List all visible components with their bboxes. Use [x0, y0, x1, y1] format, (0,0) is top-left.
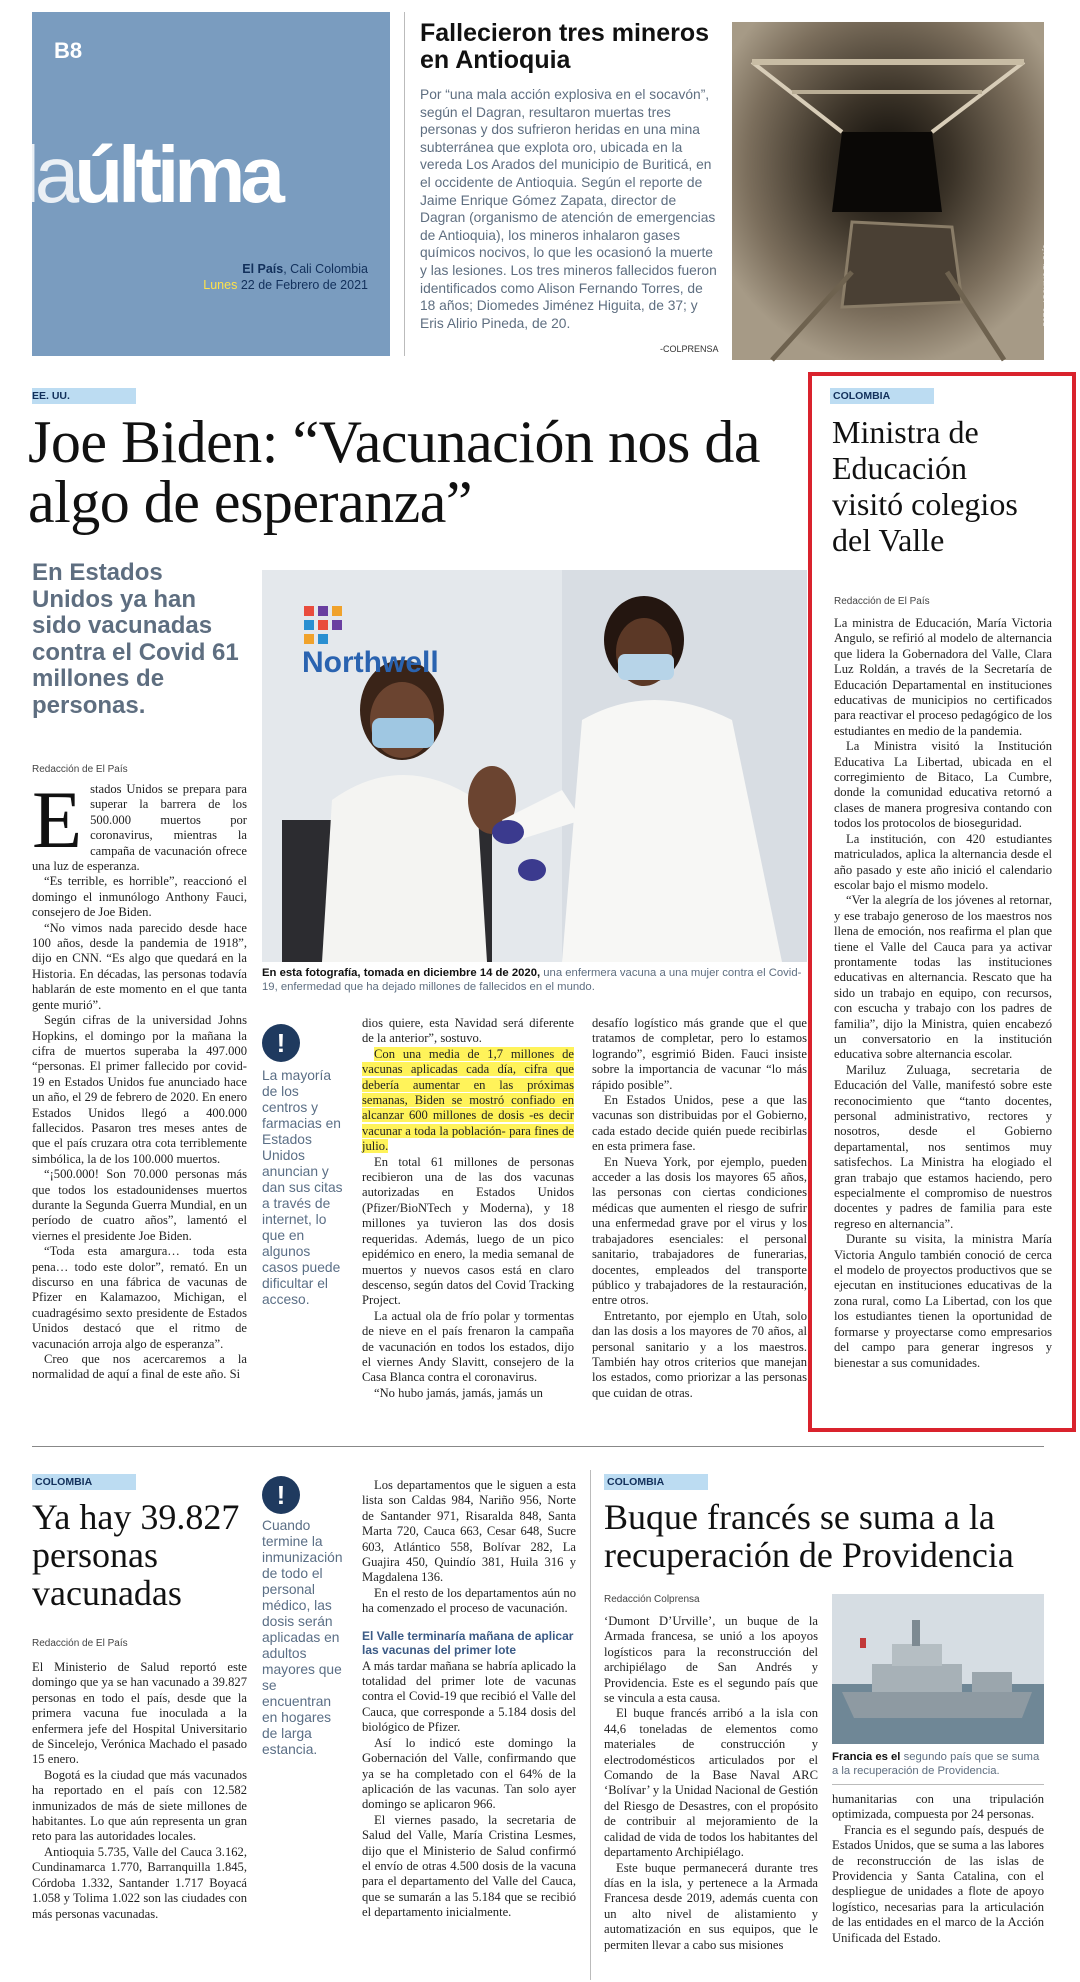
buque-column-2: humanitarias con una tripulación optimizada, compuesta por 24 personas. Francia es el segundo país, después de Estados Unidos, que se suma a las labores de reconstrucción de las islas de Providencia y Santa Catalina, con el despliegue de unidades a flote de apoyo logístico, necesarias para la articulación de las entidades en el marco de la Acción Unificada del Estado.	[832, 1792, 1044, 1945]
photo-credit: FOTO: ARCHIVO EL PAÍS	[1043, 244, 1051, 327]
divider	[404, 12, 405, 356]
divider	[590, 1470, 591, 1980]
vacunadas-headline: Ya hay 39.827 personas vacunadas	[32, 1497, 240, 1613]
ship-photo	[832, 1594, 1055, 1744]
photo-wall-sign: Northwell	[302, 646, 439, 679]
byline: Redacción de El País	[834, 596, 930, 607]
masthead-city: El País, Cali Colombia	[242, 262, 368, 276]
byline: Redacción Colprensa	[604, 1594, 700, 1605]
dropcap: E	[32, 774, 83, 865]
highlighted-paragraph: Con una media de 1,7 millones de vacunas aplicadas cada día, cifra que debería aumentar en las próximas semanas, Biden se mostró confiado en alcanzar 600 millones de dosis -es decir vacunar a toda la población- para fines de julio.	[362, 1046, 574, 1154]
section-tag: COLOMBIA	[604, 1474, 708, 1490]
divider	[32, 1446, 1044, 1447]
subheading: El Valle terminaría mañana de aplicar las vacunas del primer lote	[362, 1628, 574, 1657]
biden-deck: En Estados Unidos ya han sido vacunadas contra el Covid 61 millones de personas.	[32, 559, 239, 719]
divider	[832, 1784, 1044, 1785]
vacunadas-column-1: El Ministerio de Salud reportó este domingo que ya se han vacunado a 39.827 personas en todo el país, desde que la primera vacuna fue inoculada a la enfermera jefe del Hospital Universitario de Sincelejo, Verónica Machado el pasado 15 enero. Bogotá es la ciudad que más vacunados ha reportado en el país con 12.582 inmunizados de más de siete millones de habitantes. Lo que aún representa un gran reto para las autoridades locales. Antioquia 5.735, Valle del Cauca 3.162, Cundinamarca 1.770, Barranquilla 1.845, Córdoba 1.332, Santander 1.717 Boyacá 1.058 y Tolima 1.022 son las ciudades con más personas vacunadas.	[32, 1660, 247, 1921]
exclamation-icon: !	[262, 1476, 300, 1514]
page-code: B8	[54, 38, 83, 63]
miners-headline: Fallecieron tres mineros en Antioquia	[420, 19, 710, 74]
ministra-headline: Ministra de Educación visitó colegios del Valle	[832, 414, 1018, 558]
photo-credit: FOTO: COLPRENSA / EL PAÍS	[1047, 1606, 1055, 1705]
section-logo-ultima: última	[74, 130, 280, 219]
section-logo-la: la	[22, 130, 75, 219]
sidebar-note: La mayoría de los centros y farmacias en Estados Unidos anuncian y dan sus citas a través de internet, lo que en algunos casos puede dificultar el acceso.	[262, 1068, 343, 1307]
biden-column-4: desafío logístico más grande que el que tratamos de completar, pero lo estamos logrando”, esgrimió Biden. Fauci insiste sobre la importancia de vacunar “lo más rápido posible”. En Estados Unidos, pese a que las vacunas son distribuidas por el Gobierno, cada estado decide quién puede recibirlas en esta primera fase. En Nueva York, por ejemplo, pueden acceder a las dosis los mayores 65 años, las personas con ciertas condiciones médicas que aumenten el riesgo de sufrir una enfermedad grave por el virus y los trabajadores esenciales: el personal sanitario, trabajadores de funerarias, docentes, empleados del transporte público y trabajadores de la restauración, entre otros. Entretanto, por ejemplo en Utah, solo dan las dosis a los mayores de 70 años, al personal sanitario y a los maestros. También hay otros criterios que manejan los estados, como priorizar a las personas que cuidan de otras.	[592, 1016, 807, 1400]
photo-caption: Francia es el segundo país que se suma a la recuperación de Providencia.	[832, 1751, 1040, 1777]
masthead-date: Lunes 22 de Febrero de 2021	[203, 278, 368, 292]
exclamation-icon: !	[262, 1024, 300, 1062]
section-tag: EE. UU.	[32, 388, 136, 404]
biden-headline: Joe Biden: “Vacunación nos da algo de esperanza”	[28, 409, 760, 535]
ministra-body: La ministra de Educación, María Victoria Angulo, se refirió al modelo de alternancia que lidera la Gobernadora del Valle, Clara Luz Roldán, a través de la Secretaría de Educación Departamental en instituciones educativas de municipios no certificados para reactivar el proceso pedagógico de los estudiantes en medio de la pandemia. La Ministra visitó la Institución Educativa La Libertad, ubicada en el corregimiento de Bitaco, La Cumbre, donde la comunidad educativa retornó a clases de manera progresiva contando con todos los protocolos de bioseguridad. La institución, con 420 estudiantes matriculados, aplica la alternancia desde el año pasado y este año inició el calendario escolar bajo el mismo modelo. “Ver la alegría de los jóvenes al retornar, y ese trabajo generoso de los maestros nos llena de emoción, nos reafirma el plan que tiene el Valle del Cauca para ya activar prontamente todas las instituciones educativas en alternancia. Rescato que ha sido un trabajo en equipo, con recursos, con escucha y trabajo con los padres de familia”, dijo la Ministra, quien encabezó un conversatorio en la institución educativa sobre alternancia escolar. Mariluz Zuluaga, secretaria de Educación del Valle, manifestó sobre este reconocimiento que “tanto docentes, personal administrativo, rectores y nosotros, desde el Gobierno departamental, nos sentimos muy satisfechos. La Ministra ha elogiado el gran trabajo que estamos haciendo, pero especialmente el compromiso de nuestros docentes y padres de familia para este regreso en alternancia”. Durante su visita, la ministra María Victoria Angulo también conoció de cerca el modelo de proyectos productivos que se ejecutan en instituciones educativas de la zona rural, como La Libertad, con los que los estudiantes tienen la oportunidad de formarse y proyectarse como empresarios del campo para generar ingresos y bienestar a sus comunidades.	[834, 616, 1052, 1370]
section-masthead	[22, 12, 390, 356]
vacunadas-column-2: Los departamentos que le siguen a esta lista son Caldas 984, Nariño 956, Norte de Santander 971, Risaralda 848, Santa Marta 720, Cauca 663, Cesar 648, Sucre 603, Atlántico 558, Bolívar 282, La Guajira 450, Quindío 381, Huila 316 y Magdalena 136. En el resto de los departamentos aún no ha comenzado el proceso de vacunación. El Valle terminaría mañana de aplicar las vacunas del primer lote A más tardar mañana se habría aplicado la totalidad del primer lote de vacunas contra el Covid-19 que recibió el Valle del Cauca, que corresponde a 5.184 dosis del biológico de Pfizer. Así lo indicó este domingo la Gobernación del Valle, confirmando que ya se ha completado con el 64% de la aplicación de las vacunas. Tan solo ayer domingo se aplicaron 966. El viernes pasado, la secretaria de Salud del Valle, María Cristina Lesmes, dijo que el Ministerio de Salud confirmó el envío de otras 4.500 dosis de la vacuna para el departamento del Valle del Cauca, que se sumarán a las 5.184 que se recibió el departamento inicialmente.	[362, 1478, 576, 1920]
buque-headline: Buque francés se suma a la recuperación de Providencia	[604, 1497, 1014, 1575]
mine-photo	[732, 22, 1051, 360]
section-tag: COLOMBIA	[830, 388, 934, 404]
biden-column-3: dios quiere, esta Navidad será diferente de la anterior”, sostuvo. Con una media de 1,7 millones de vacunas aplicadas cada día, cifra que debería aumentar en las próximas semanas, Biden se mostró confiado en alcanzar 600 millones de dosis -es decir vacunar a toda la población- para fines de julio. En total 61 millones de personas recibieron una de las dos vacunas autorizadas en Estados Unidos (Pfizer/BioNTech y Moderna), y 18 millones ya tuvieron las dos dosis requeridas. Además, luego de un pico epidémico en enero, la media semanal de muertos y nuevos casos está en claro descenso, según datos del Covid Tracking Project. La actual ola de frío polar y tormentas de nieve en el país frenaron la campaña de vacunación en todos los estados, dijo el viernes Andy Slavitt, consejero de la Casa Blanca contra el coronavirus. “No hubo jamás, jamás, jamás un	[362, 1016, 574, 1400]
photo-caption: En esta fotografía, tomada en diciembre 14 de 2020, una enfermera vacuna a una mujer contra el Covid-19, enfermedad que ha dejado millones de fallecidos en el mundo.	[262, 967, 802, 993]
section-tag: COLOMBIA	[32, 1474, 136, 1490]
buque-column-1: ‘Dumont D’Urville’, un buque de la Armada francesa, se unió a los apoyos logísticos para la reconstrucción del archipiélago de San Andrés y Providencia. Este es el segundo país que se vincula a esta causa. El buque francés arribó a la isla con 44,6 toneladas de elementos como materiales de construcción y electrodomésticos articulados por el Comando de la Base Naval ARC ‘Bolívar’ y la Unidad Nacional de Gestión del Riesgo de Desastres, con el propósito de contribuir al mejoramiento de la calidad de vida de todos los habitantes del departamento Archipiélago. Este buque permanecerá durante tres días en la isla, y pertenece a la Armada Francesa desde 2019, además cuenta con un alto nivel de alistamiento y automatización en sus equipos, que le permiten llevar a cabo sus misiones	[604, 1614, 818, 1952]
miners-body: Por “una mala acción explosiva en el socavón”, según el Dagran, resultaron muertas tres personas y dos sufrieron heridas en una mina subterránea que explota oro, ubicada en la vereda Los Arados del municipio de Buriticá, en el occidente de Antioquia. Según el reporte de Jaime Enrique Gómez Zapata, director de Dagran (organismo de atención de emergencias de Antioquia), los mineros inhalaron gases químicos nocivos, lo que les ocasionó la muerte y las lesiones. Los tres mineros fallecidos fueron identificados como Alison Fernando Torres, de 18 años; Diomedes Jiménez Higuita, de 37; y Eris Alirio Pineda, de 20.	[420, 87, 717, 331]
miners-byline: -COLPRENSA	[660, 344, 719, 354]
byline: Redacción de El País	[32, 1638, 128, 1649]
vaccination-photo	[262, 570, 807, 962]
sidebar-note: Cuando termine la inmunización de todo el personal médico, las dosis serán aplicadas en adultos mayores que se encuentran en hogares de larga estancia.	[262, 1518, 343, 1757]
biden-column-1: E stados Unidos se prepara para superar la barrera de los 500.000 muertos por coronavirus, mientras la campaña de vacunación ofrece una luz de esperanza. “Es terrible, es horrible”, reaccionó el domingo el inmunólogo Anthony Fauci, consejero de Joe Biden. “No vimos nada parecido desde hace 100 años, desde la pandemia de 1918”, dijo en CNN. “Es algo que quedará en la Historia. En décadas, las personas todavía hablarán de este momento en el que tanta gente murió”. Según cifras de la universidad Johns Hopkins, el domingo por la mañana la cifra de muertos superaba la 497.000 “personas. El primer fallecido por covid-19 en Estados Unidos fue anunciado hace un año, el 29 de febrero de 2020. En enero Estados Unidos llegó a 400.000 fallecidos. Pasaron tres meses antes de que el país cruzara otra cota terriblemente simbólica, la de los 100.000 muertos. “¡500.000! Son 70.000 personas más que todos los estadounidenses muertos durante la Segunda Guerra Mundial, en un período de cuatro años”, lamentó el viernes el presidente Joe Biden. “Toda esta amargura… toda esta pena… todo este dolor”, remató. En un discurso en una fábrica de vacunas de Pfizer en Kalamazoo, Michigan, el cuadragésimo sexto presidente de Estados Unidos destacó que el ritmo de vacunación arroja algo de esperanza”. Creo que nos acercaremos a la normalidad de aquí a final de este año. Si	[32, 774, 247, 1382]
byline: Redacción de El País	[32, 764, 128, 775]
section-logo	[22, 130, 280, 220]
